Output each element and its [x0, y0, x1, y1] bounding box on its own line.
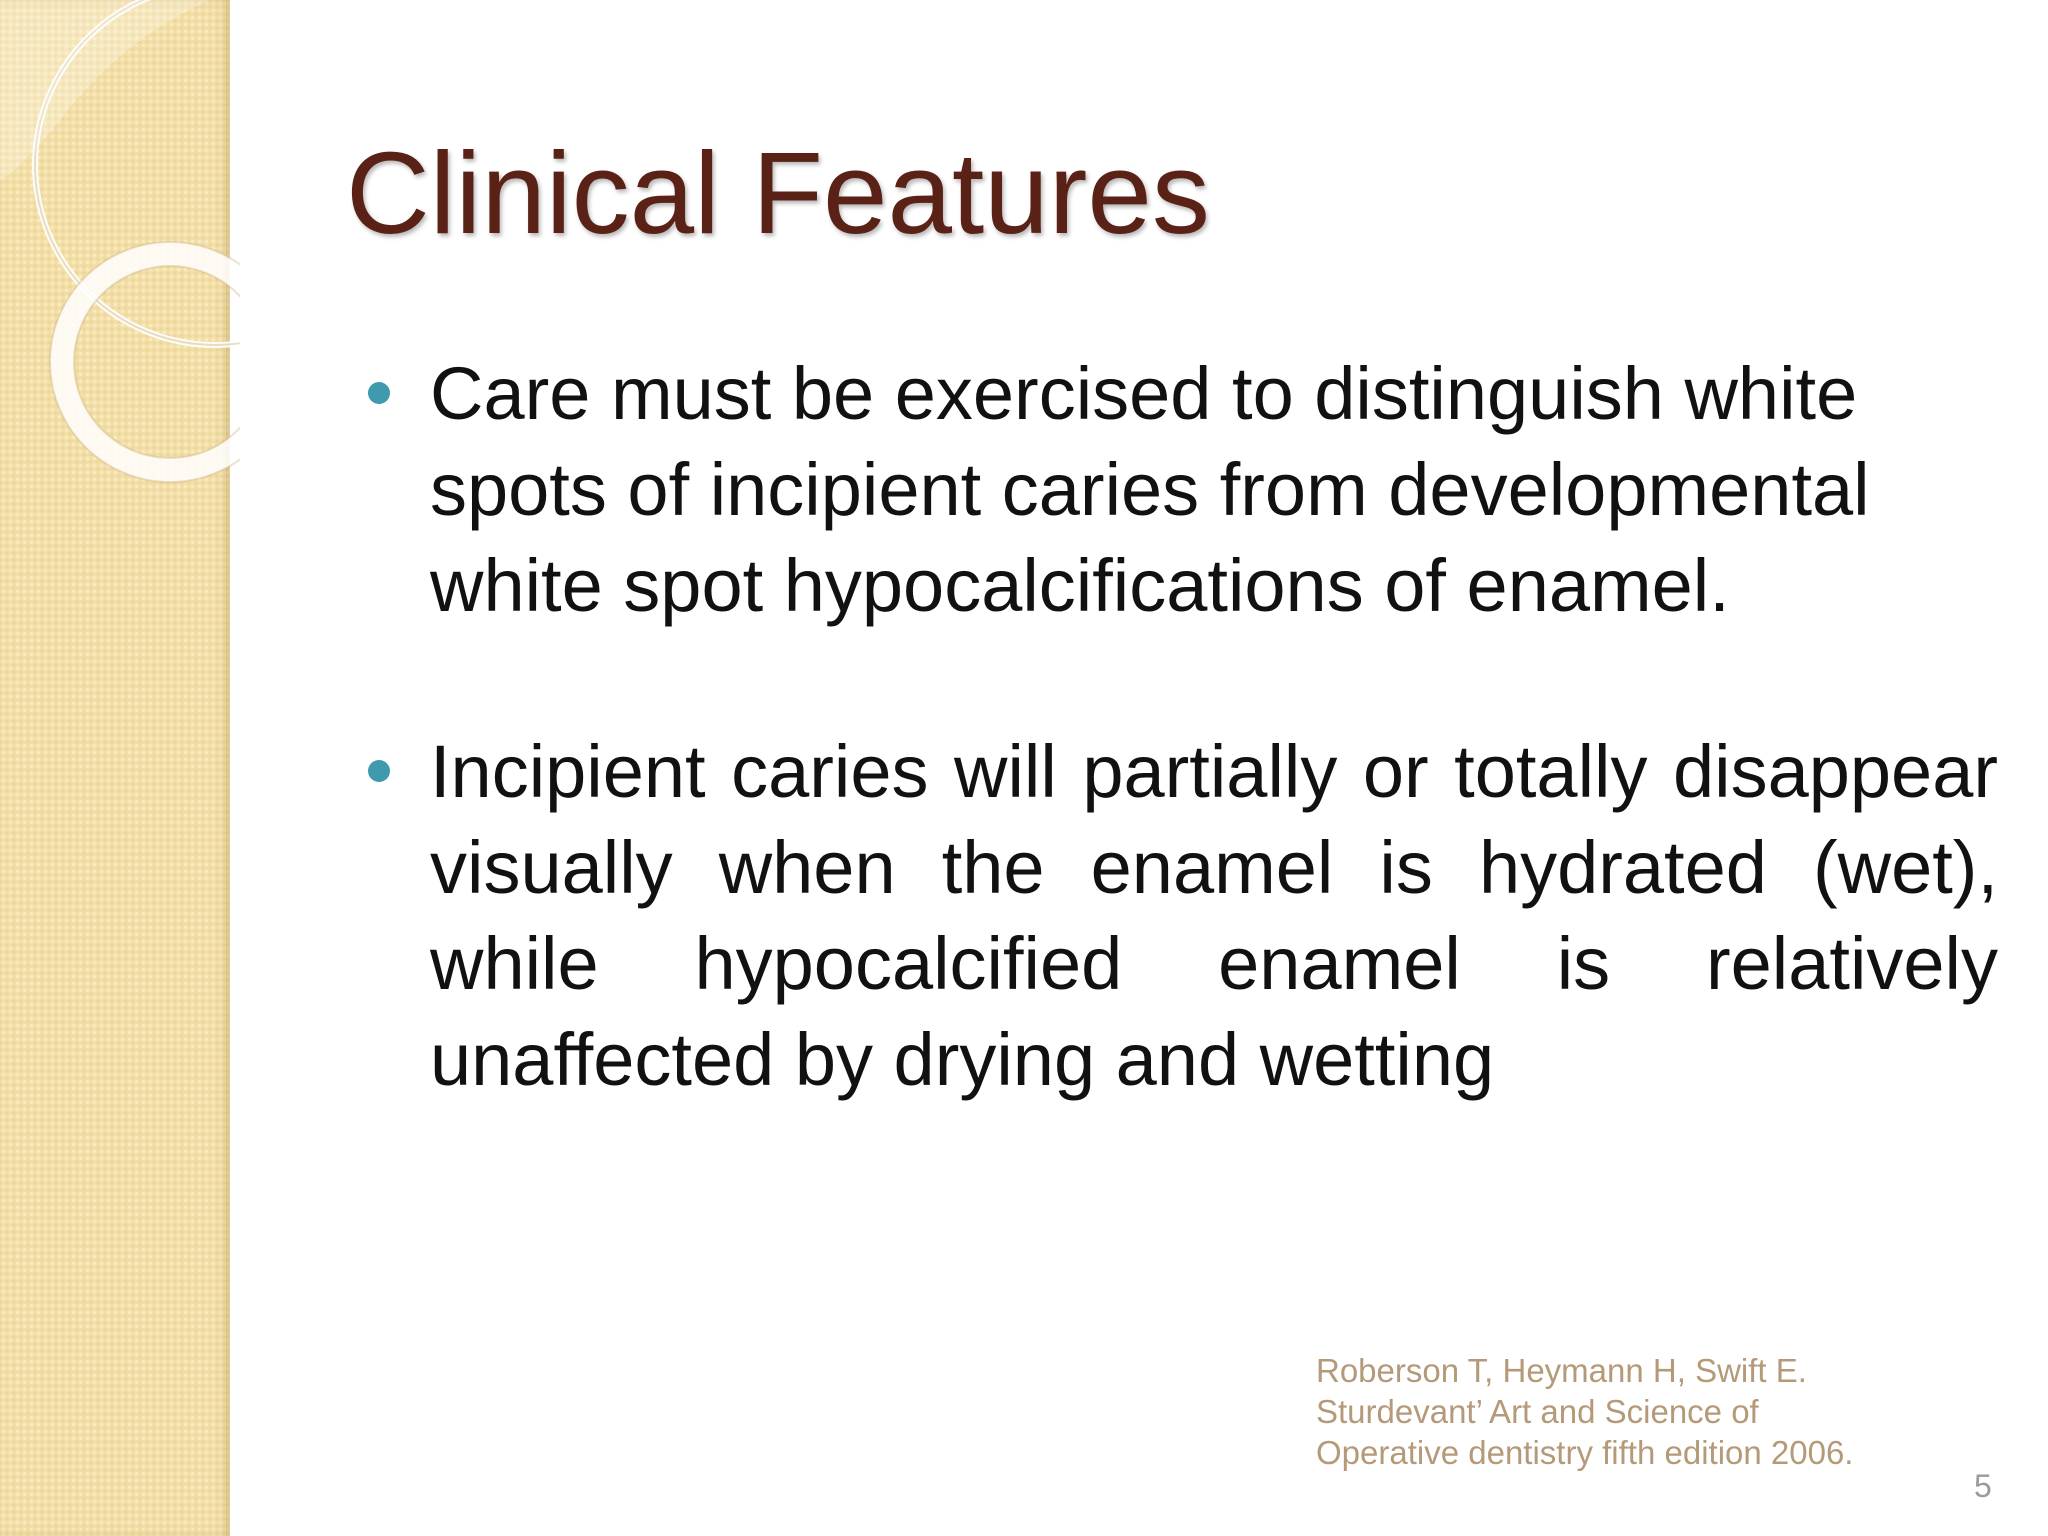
bullet-item	[360, 346, 1998, 634]
bullet-text: Incipient caries will partially or totally disappear visually when the enamel is hydrated (wet), while hypocalcified enamel is relatively unaffected by drying and wetting	[430, 730, 1998, 1101]
reference-line: Roberson T, Heymann H, Swift E.	[1316, 1352, 1807, 1389]
bullet-dot-icon	[368, 382, 390, 404]
small-ring-shape	[62, 254, 240, 470]
reference-line: Operative dentistry fifth edition 2006.	[1316, 1434, 1854, 1471]
bullet-list	[360, 346, 1998, 1198]
reference-line: Sturdevant’ Art and Science of	[1316, 1393, 1759, 1430]
reference-citation	[1316, 1350, 1916, 1473]
bullet-item	[360, 724, 1998, 1108]
slide-title: Clinical Features	[346, 128, 1210, 258]
page-number: 5	[1974, 1468, 1992, 1504]
decorative-rings	[0, 0, 240, 520]
bullet-text: Care must be exercised to distinguish white spots of incipient caries from developmental white spot hypocalcifications of enamel.	[430, 352, 1870, 627]
bullet-dot-icon	[368, 760, 390, 782]
